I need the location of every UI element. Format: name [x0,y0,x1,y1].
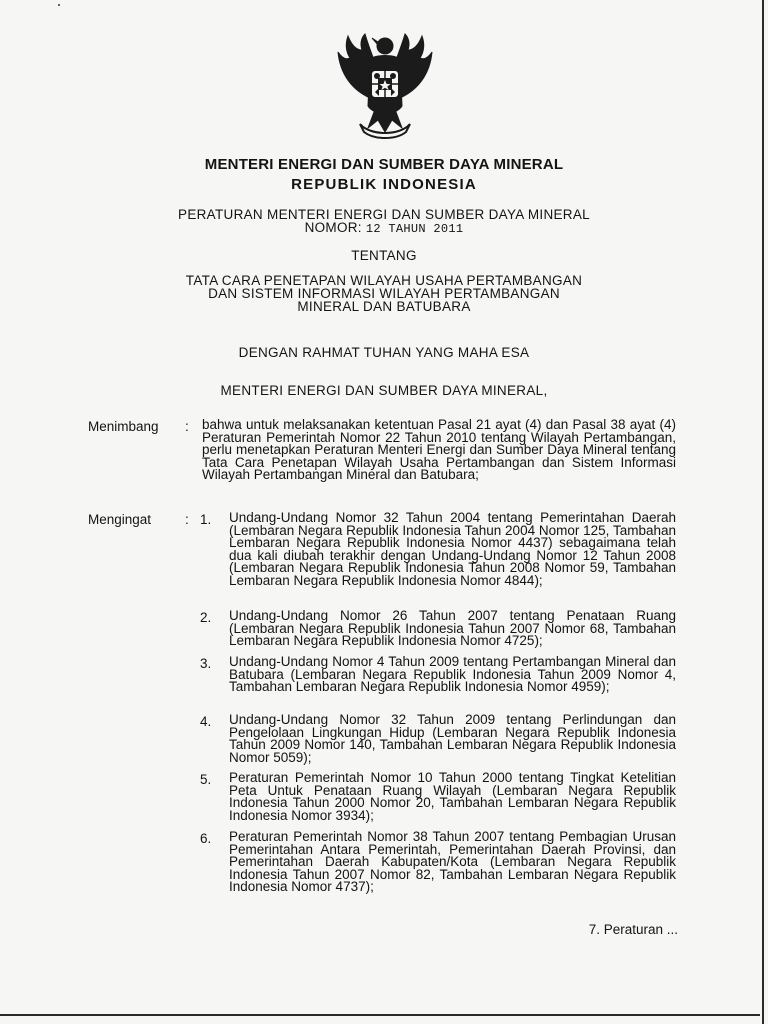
item-6-text: Peraturan Pemerintah Nomor 38 Tahun 2007 tentang Pembagian Urusan Pemerintahan Antara Pemerintah, Pemerintahan Daerah Provinsi, dan Pemerintahan Daerah Kabupaten/Kota (Lembaran Negara Republik Indonesia Tahun 2007 Nomor 82, Tambahan Lembaran Negara Republik Indonesia Nomor 4737); [229,829,676,895]
item-5-number: 5. [200,772,212,787]
item-4-text: Undang-Undang Nomor 32 Tahun 2009 tentang Perlindungan dan Pengelolaan Lingkungan Hidup (Lembaran Negara Republik Indonesia Tahun 2009 Nomor 140, Tambahan Lembaran Negara Republik Indonesia Nomor 5059); [229,712,676,765]
subject-line-1: TATA CARA PENETAPAN WILAYAH USAHA PERTAMBANGAN [185,273,583,288]
scan-speck [58,4,60,6]
country-title: REPUBLIK INDONESIA [291,176,477,193]
continuation-text: 7. Peraturan ... [588,922,678,937]
item-1-number: 1. [200,512,212,527]
item-6-number: 6. [200,831,212,846]
item-3-number: 3. [200,656,212,671]
invocation: DENGAN RAHMAT TUHAN YANG MAHA ESA [238,345,530,360]
menimbang-label: Menimbang [88,419,159,434]
subject-line-2: DAN SISTEM INFORMASI WILAYAH PERTAMBANGAN [208,286,560,301]
ministry-title: MENTERI ENERGI DAN SUMBER DAYA MINERAL [204,156,564,173]
item-2-number: 2. [200,610,212,625]
mengingat-label: Mengingat [88,512,152,527]
menimbang-colon: : [185,419,189,434]
tentang-heading: TENTANG [351,248,417,263]
regulation-title: PERATURAN MENTERI ENERGI DAN SUMBER DAYA MINERAL [178,207,590,222]
enactor: MENTERI ENERGI DAN SUMBER DAYA MINERAL, [220,383,548,398]
scan-border-bottom [0,1014,760,1016]
item-3-text: Undang-Undang Nomor 4 Tahun 2009 tentang Pertambangan Mineral dan Batubara (Lembaran Negara Republik Indonesia Tahun 2009 Nomor 4, Tambahan Lembaran Negara Republik Indonesia Nomor 4959); [229,654,676,695]
number-label: NOMOR: [304,220,362,235]
item-1-text: Undang-Undang Nomor 32 Tahun 2004 tentang Pemerintahan Daerah (Lembaran Negara Republik Indonesia Tahun 2004 Nomor 125, Tambahan Lembaran Negara Republik Indonesia Nomor 4437) sebagaimana telah dua kali diubah terakhir dengan Undang-Undang Nomor 12 Tahun 2008 (Lembaran Negara Republik Indonesia Tahun 2008 Nomor 59, Tambahan Lembaran Negara Republik Indonesia Nomor 4844); [229,510,676,588]
item-2-text: Undang-Undang Nomor 26 Tahun 2007 tentang Penataan Ruang (Lembaran Negara Republik Indonesia Tahun 2007 Nomor 68, Tambahan Lembaran Negara Republik Indonesia Nomor 4725); [229,608,676,649]
item-4-number: 4. [200,714,212,729]
subject-line-3: MINERAL DAN BATUBARA [297,299,471,314]
menimbang-text: bahwa untuk melaksanakan ketentuan Pasal 21 ayat (4) dan Pasal 38 ayat (4) Peraturan Pemerintah Nomor 22 Tahun 2010 tentang Wilayah Pertambangan, perlu menetapkan Peraturan Menteri Energi dan Sumber Daya Mineral tentang Tata Cara Penetapan Wilayah Usaha Pertambangan dan Sistem Informasi Wilayah Pertambangan Mineral dan Batubara; [202,417,676,483]
number-value: 12 TAHUN 2011 [365,222,464,236]
mengingat-colon: : [185,512,189,527]
item-5-text: Peraturan Pemerintah Nomor 10 Tahun 2000 tentang Tingkat Ketelitian Peta Untuk Penataan Ruang Wilayah (Lembaran Negara Republik Indonesia Tahun 2000 Nomor 20, Tambahan Lembaran Negara Republik Indonesia Nomor 3934); [229,770,676,823]
garuda-emblem [330,28,440,140]
scan-border-right [762,0,764,1024]
regulation-number [0,220,768,236]
